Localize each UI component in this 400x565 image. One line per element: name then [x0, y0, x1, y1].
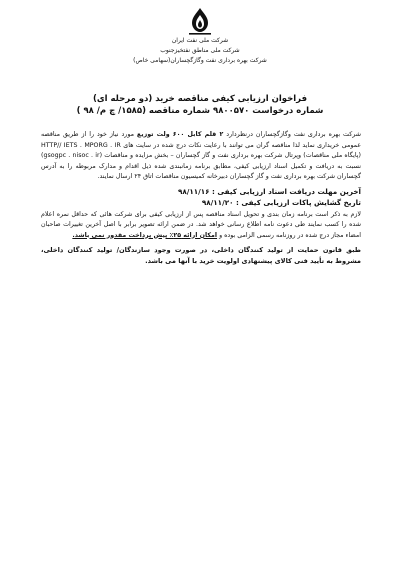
intro-highlight: ۲ قلم کابل ۶۰۰ ولت توزیع	[136, 131, 224, 138]
law-paragraph: طبق قانون حمایت از تولید کنندگان داخلی، در صورت وجود سازندگان/ تولید کنندگان داخلی، مشروط به تأیید فنی کالای پیشنهادی اولویت خرید با آنها می باشد.	[41, 246, 361, 265]
title-block	[40, 93, 360, 117]
intro-paragraph	[41, 130, 361, 183]
note-paragraph	[41, 210, 361, 242]
intro-text: مورد نیاز خود را از طریق مناقصه عمومی خریداری نماید لذا مناقصه گران می توانند با رعایت نکات درج شده در سایت های HTTP// IETS . MPORG . IR (پایگاه ملی مناقصات) وپرتال شرکت بهره برداری نفت و گاز گچساران – بخش مزایده و مناقصات (gsogpc . nisoc . ir) نسبت به دریافت و تکمیل اسناد ارزیابی کیفی، مطابق برنامه زمانبندی شده ذیل اقدام و مدارک مربوطه را به آدرس گچساران شرکت بهره برداری نفت و گاز گچساران دبیرخانه کمیسیون مناقصات اتاق ۲۴ ارسال نمایند.	[41, 131, 361, 180]
org-name-line: شرکت ملی مناطق نفتخیزجنوب	[160, 47, 240, 54]
oil-company-logo	[186, 6, 214, 36]
document-subtitle: شماره درخواست ۹۸۰۰۵۷۰ شماره مناقصه (۱۵۸۵/ چ م/ ۹۸ )	[76, 106, 324, 116]
document-title: فراخوان ارزیابی کیفی مناقصه خرید (دو مرحله ای)	[92, 94, 308, 104]
note-text: لازم به ذکر است برنامه زمان بندی و تحویل اسناد مناقصه پس از ارزیابی کیفی برای شرکت هائی که حداقل نمره اعلام شده را کسب نمایند طی دعوت نامه اطلاع رسانی خواهد شد. در ضمن ارائه تصویر برابر با اصل آخرین تغییرات صاحبان امضاء مجاز درج شده در روزنامه رسمی الزامی بوده و	[41, 210, 361, 239]
org-name-line: شرکت بهره برداری نفت وگازگچساران(سهامی خاص)	[133, 57, 267, 64]
document-body	[41, 130, 361, 266]
opening-notice: تاریخ گشایش پاکات ارزیابی کیفی : ۹۸/۱۱/۲۰	[201, 197, 361, 207]
intro-text: شرکت بهره برداری نفت وگازگچساران درنظردارد	[226, 131, 361, 138]
letterhead	[0, 6, 400, 66]
deadline-notice: آخرین مهلت دریافت اسناد ارزیابی کیفی : ۹۸/۱۱/۱۶	[177, 186, 361, 196]
note-highlight: امکان ارائه ۲۵٪ پیش پرداخت مقدور نمی باشد.	[72, 231, 218, 239]
org-name-line: شرکت ملی نفت ایران	[171, 37, 229, 44]
